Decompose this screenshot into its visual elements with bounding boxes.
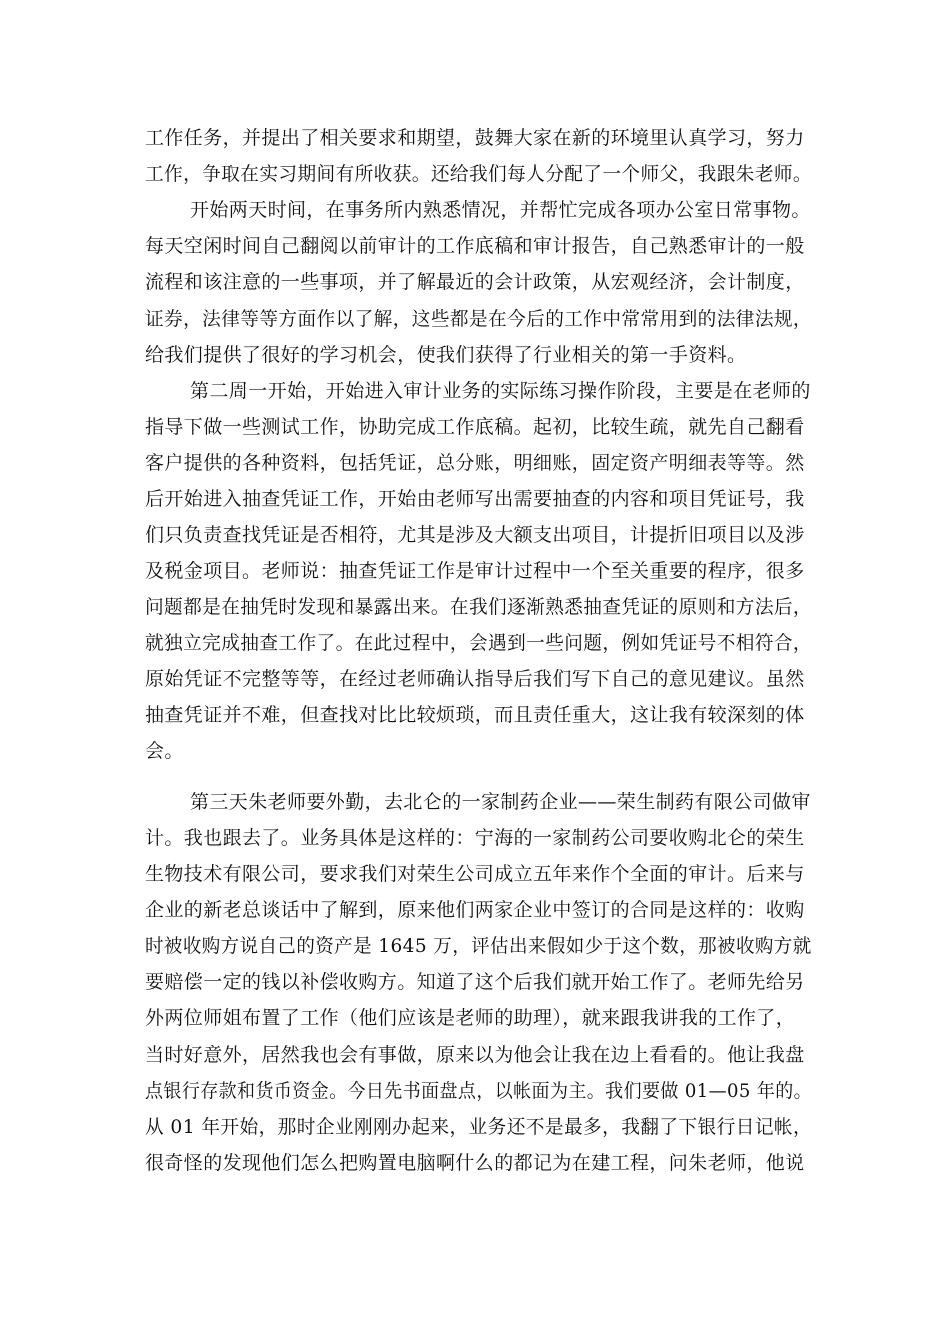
text-line: 点银行存款和货币资金。今日先书面盘点，以帐面为主。我们要做 01—05 年的。 bbox=[145, 1080, 813, 1102]
text-line: 企业的新老总谈话中了解到，原来他们两家企业中签订的合同是这样的：收购 bbox=[145, 899, 805, 921]
text-line: 时被收购方说自己的资产是 1645 万，评估出来假如少于这个数，那被收购方就 bbox=[145, 935, 812, 957]
text-line: 客户提供的各种资料，包括凭证，总分账，明细账，固定资产明细表等等。然 bbox=[145, 452, 805, 474]
text-line: 给我们提供了很好的学习机会，使我们获得了行业相关的第一手资料。 bbox=[145, 344, 747, 366]
text-line: 要赔偿一定的钱以补偿收购方。知道了这个后我们就开始工作了。老师先给另 bbox=[145, 971, 805, 993]
text-line: 及税金项目。老师说：抽查凭证工作是审计过程中一个至关重要的程序，很多 bbox=[145, 560, 805, 582]
text-line: 会。 bbox=[145, 740, 184, 762]
text-line: 流程和该注意的一些事项，并了解最近的会计政策，从宏观经济，会计制度， bbox=[145, 271, 805, 293]
text-line: 问题都是在抽凭时发现和暴露出来。在我们逐渐熟悉抽查凭证的原则和方法后， bbox=[145, 596, 812, 618]
paragraph-start-line: 第二周一开始，开始进入审计业务的实际练习操作阶段，主要是在老师的 bbox=[190, 380, 811, 402]
text-line: 从 01 年开始，那时企业刚刚办起来，业务还不是最多，我翻了下银行日记帐， bbox=[145, 1116, 813, 1138]
text-line: 们只负责查找凭证是否相符，尤其是涉及大额支出项目，计提折旧项目以及涉 bbox=[145, 524, 805, 546]
text-line: 原始凭证不完整等等，在经过老师确认指导后我们写下自己的意见建议。虽然 bbox=[145, 668, 805, 690]
text-line: 生物技术有限公司，要求我们对荣生公司成立五年来作个全面的审计。后来与 bbox=[145, 863, 805, 885]
text-line: 外两位师姐布置了工作（他们应该是老师的助理），就来跟我讲我的工作了， bbox=[145, 1007, 796, 1029]
text-line: 很奇怪的发现他们怎么把购置电脑啊什么的都记为在建工程，问朱老师，他说 bbox=[145, 1152, 805, 1174]
text-line: 指导下做一些测试工作，协助完成工作底稿。起初，比较生疏，就先自己翻看 bbox=[145, 416, 805, 438]
text-line: 当时好意外，居然我也会有事做，原来以为他会让我在边上看看的。他让我盘 bbox=[145, 1044, 805, 1066]
text-line: 证券，法律等等方面作以了解，这些都是在今后的工作中常常用到的法律法规， bbox=[145, 308, 812, 330]
text-line: 工作任务，并提出了相关要求和期望，鼓舞大家在新的环境里认真学习，努力 bbox=[145, 127, 805, 149]
text-line: 每天空闲时间自己翻阅以前审计的工作底稿和审计报告，自己熟悉审计的一般 bbox=[145, 235, 805, 257]
text-line: 计。我也跟去了。业务具体是这样的：宁海的一家制药公司要收购北仑的荣生 bbox=[145, 827, 805, 849]
text-line: 后开始进入抽查凭证工作，开始由老师写出需要抽查的内容和项目凭证号，我 bbox=[145, 488, 805, 510]
text-line: 就独立完成抽查工作了。在此过程中，会遇到一些问题，例如凭证号不相符合， bbox=[145, 632, 812, 654]
text-line: 抽查凭证并不难，但查找对比比较烦琐，而且责任重大，这让我有较深刻的体 bbox=[145, 704, 805, 726]
paragraph-start-line: 第三天朱老师要外勤，去北仑的一家制药企业——荣生制药有限公司做审 bbox=[190, 791, 811, 813]
text-line: 工作，争取在实习期间有所收获。还给我们每人分配了一个师父，我跟朱老师。 bbox=[145, 163, 812, 185]
paragraph-start-line: 开始两天时间，在事务所内熟悉情况，并帮忙完成各项办公室日常事物。 bbox=[190, 199, 811, 221]
